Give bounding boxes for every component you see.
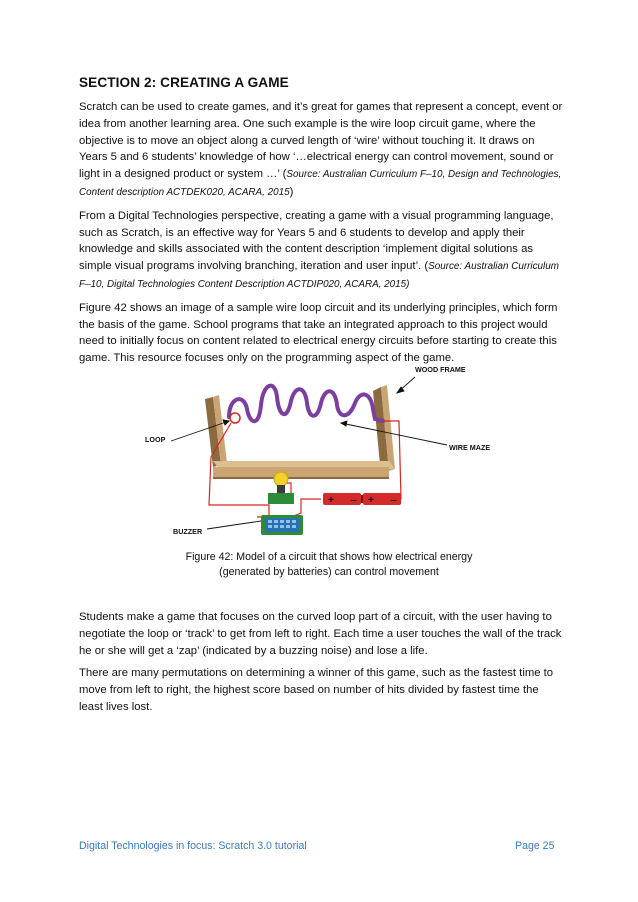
paragraph-figure-intro: Figure 42 shows an image of a sample wire loop circuit and its underlying principles, which form the basis of the game. School programs that take an integrated approach to this project would need to initially focus on content related to electrical energy circuits before starting to create this game. This resource focuses only on the programming aspect of the game. [79,301,558,365]
citation-design-tech: Source: Australian Curriculum F–10, Design and Technologies, Content description ACTDEK020, ACARA, 2015 [79,169,562,198]
citation-digital-tech: Source: Australian Curriculum F–10, Digital Technologies Content Description ACTDIP020, ACARA, 2015) [79,261,559,290]
circuit-figure [79,357,565,582]
paragraph-game-description: Students make a game that focuses on the curved loop part of a circuit, with the user having to negotiate the loop or ‘track’ to get from left to right. Each time a user touches the wall of the track he or she will get a ‘zap’ (indicated by a buzzing noise) and lose a life. [79,611,562,657]
battery-sign-2: – [351,495,357,506]
figure-caption [79,550,579,579]
loop-ring [230,413,240,423]
main-content [79,75,565,373]
wire-maze [229,386,383,422]
lower-content [79,609,565,722]
wood-frame [205,385,395,479]
battery-pack [323,493,401,505]
battery-sign-1: + [328,495,334,506]
paragraph-digital-tech [79,208,565,294]
paragraph-intro [79,99,565,202]
paragraph-intro-end: ) [289,185,294,198]
section-title: SECTION 2: CREATING A GAME [79,75,289,90]
battery-sign-3: + [368,495,374,506]
page-number: Page 25 [515,840,555,852]
paragraph-digital-tech-text: From a Digital Technologies perspective, creating a game with a visual programming language, such as Scratch, is an effective way for Years 5 and 6 students to develop and apply their knowledge and skills associated with the content description ‘implement digital solutions as simple visual programs involving branching, iteration and user input’. ( [79,209,554,273]
label-buzzer: BUZZER [173,527,203,536]
label-loop: LOOP [145,435,166,444]
buzzer-device [261,515,303,535]
label-wood-frame: WOOD FRAME [415,365,466,374]
wire-loop-circuit-illustration [79,357,565,547]
paragraph-winner: There are many permutations on determining a winner of this game, such as the fastest time to move from left to right, the highest score based on number of hits divided by fastest time the least lives lost. [79,667,554,713]
battery-sign-4: – [391,495,397,506]
footer-title: Digital Technologies in focus: Scratch 3.0 tutorial [79,840,307,852]
label-wire-maze: WIRE MAZE [449,443,491,452]
figure-caption-line-1: Figure 42: Model of a circuit that shows how electrical energy [185,551,473,563]
figure-caption-line-2: (generated by batteries) can control movement [219,565,439,578]
paragraph-intro-text: Scratch can be used to create games, and it’s great for games that represent a concept, event or idea from another learning area. One such example is the wire loop circuit game, where the objective is to move an object along a curved length of ‘wire’ without touching it. It draws on Years 5 and 6 students’ knowledge of how ‘…electrical energy can control movement, sound or light in a designed product or system …’ ( [79,101,563,181]
